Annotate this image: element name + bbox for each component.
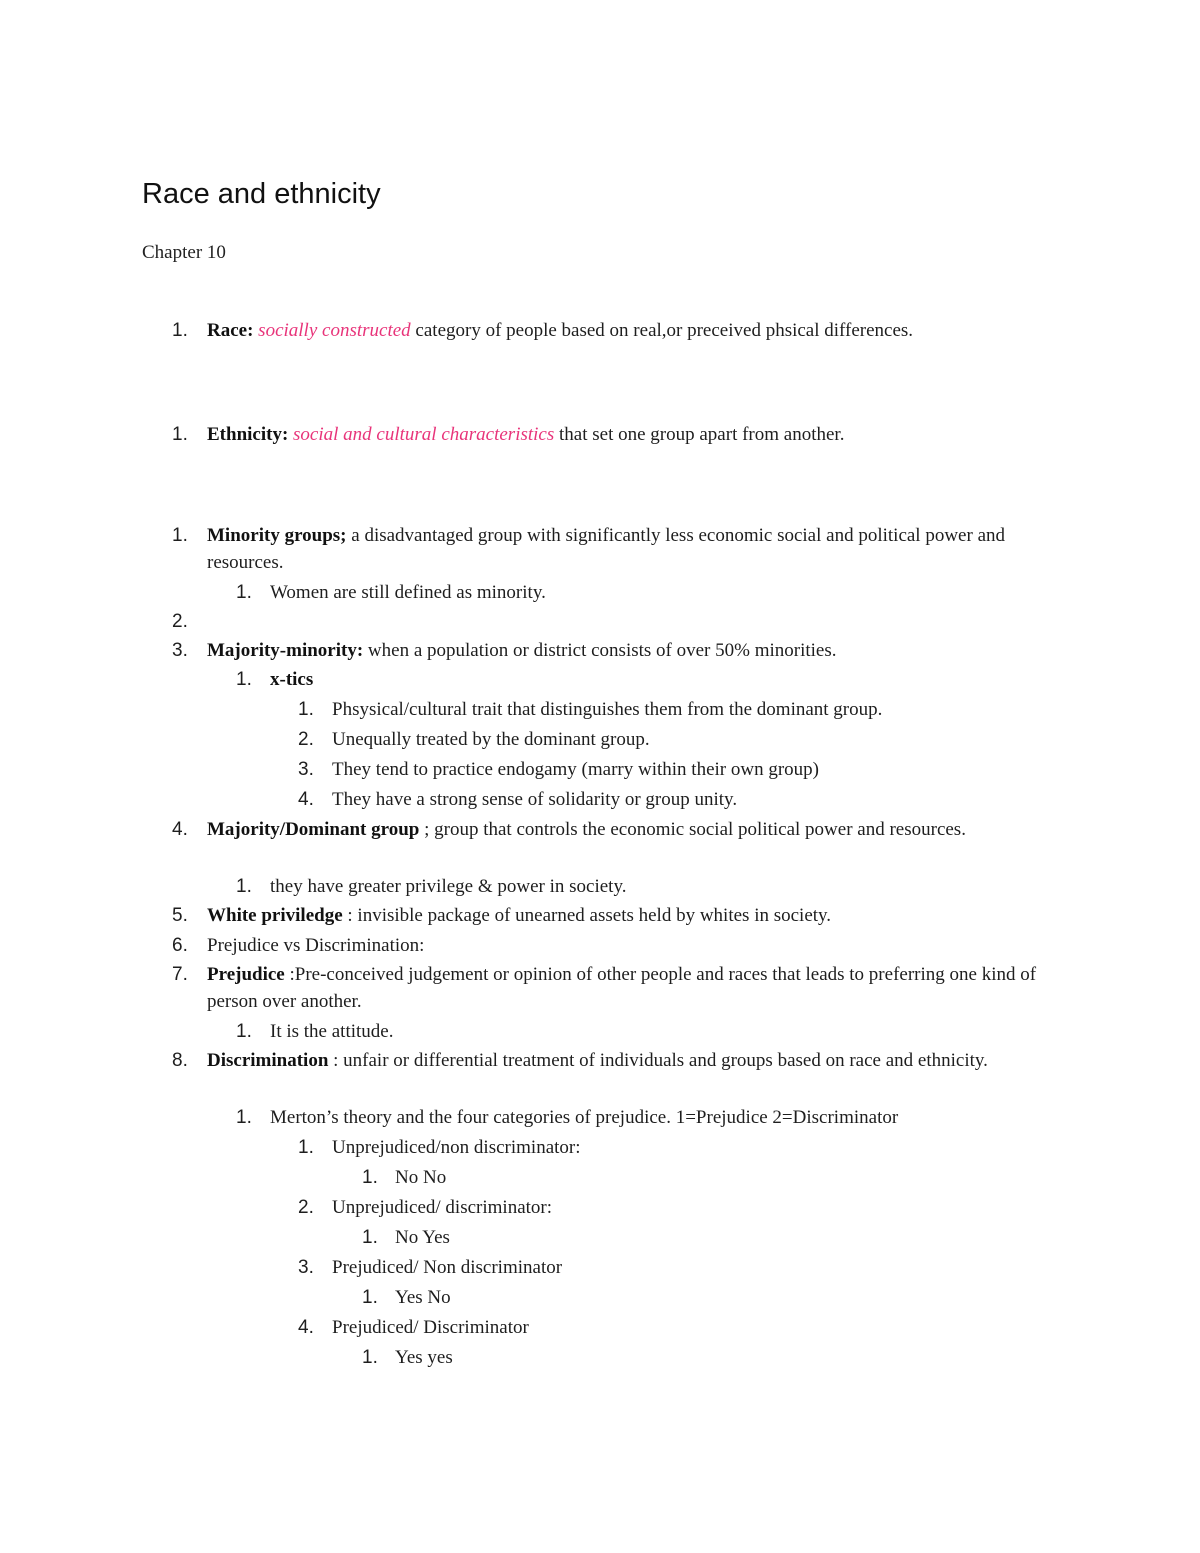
term-label: Ethnicity: [207, 424, 289, 445]
list-item [270, 666, 1062, 693]
item-text: Yes yes [395, 1347, 453, 1368]
list-number: 1. [362, 1227, 378, 1248]
item-text: Unprejudiced/non discriminator: [332, 1137, 581, 1158]
list-item [270, 1104, 1062, 1131]
list-number: 1. [236, 1021, 252, 1042]
item-text: :Pre-conceived judgement or opinion of other people and races that leads to preferring one kind of person over another. [207, 964, 1037, 1012]
list-item [332, 1134, 1062, 1161]
list-number: 1. [236, 669, 252, 690]
list-item [207, 816, 1062, 843]
item-text: Prejudiced/ Discriminator [332, 1317, 529, 1338]
term-label: White priviledge [207, 905, 343, 926]
list-number: 2. [298, 729, 314, 750]
item-text: ; group that controls the economic social political power and resources. [424, 819, 966, 840]
list-number: 1. [172, 525, 188, 546]
list-number: 6. [172, 935, 188, 956]
item-text: when a population or district consists of over 50% minorities. [367, 640, 837, 661]
chapter-label: Chapter 10 [142, 242, 226, 263]
list-item [332, 696, 1062, 723]
list-item [270, 873, 1062, 900]
list-item [332, 756, 1062, 783]
term-label: Race: [207, 320, 254, 341]
list-item [207, 637, 1062, 664]
item-text: they have greater privilege & power in society. [270, 876, 627, 897]
item-text: Unequally treated by the dominant group. [332, 729, 650, 750]
list-item [332, 786, 1062, 813]
list-item [207, 1047, 1062, 1074]
list-item [207, 932, 1062, 959]
list-number: 4. [172, 819, 188, 840]
list-item [270, 1018, 1062, 1045]
item-text: Merton’s theory and the four categories of prejudice. 1=Prejudice 2=Discriminator [270, 1107, 899, 1128]
list-number: 1. [362, 1347, 378, 1368]
list-number: 2. [172, 611, 188, 632]
item-text: Phsysical/cultural trait that distinguishes them from the dominant group. [332, 699, 883, 720]
item-text: Women are still defined as minority. [270, 582, 546, 603]
list-item [332, 1314, 1062, 1341]
item-text: Yes No [395, 1287, 451, 1308]
item-text: : unfair or differential treatment of individuals and groups based on race and ethnicity. [333, 1050, 988, 1071]
term-label: Majority/Dominant group [207, 819, 420, 840]
list-number: 1. [172, 424, 188, 445]
term-label: Minority groups; [207, 525, 347, 546]
list-number: 3. [298, 1257, 314, 1278]
term-label: Majority-minority: [207, 640, 364, 661]
list-number: 1. [236, 582, 252, 603]
list-item [395, 1164, 1062, 1191]
item-text: : invisible package of unearned assets held by whites in society. [347, 905, 832, 926]
item-text: It is the attitude. [270, 1021, 394, 1042]
list-number: 1. [236, 1107, 252, 1128]
list-item [207, 522, 1062, 576]
list-item [207, 902, 1062, 929]
item-text: They have a strong sense of solidarity or group unity. [332, 789, 738, 810]
list-number: 3. [298, 759, 314, 780]
list-item [207, 961, 1062, 1015]
list-number: 1. [362, 1167, 378, 1188]
item-text: Prejudiced/ Non discriminator [332, 1257, 563, 1278]
list-item [395, 1284, 1062, 1311]
item-text: a disadvantaged group with significantly less economic social and political power and resources. [207, 525, 1006, 573]
list-item [207, 317, 1062, 344]
list-item [395, 1224, 1062, 1251]
list-number: 8. [172, 1050, 188, 1071]
list-item [270, 579, 1062, 606]
term-label: Prejudice [207, 964, 285, 985]
term-label: Discrimination [207, 1050, 329, 1071]
list-item [395, 1344, 1062, 1371]
list-number: 1. [362, 1287, 378, 1308]
item-text: that set one group apart from another. [554, 424, 845, 445]
item-text: Prejudice vs Discrimination: [207, 935, 425, 956]
list-number: 1. [298, 1137, 314, 1158]
list-item [332, 1254, 1062, 1281]
list-number: 1. [172, 320, 188, 341]
list-item [332, 1194, 1062, 1221]
list-item [332, 726, 1062, 753]
list-number: 4. [298, 1317, 314, 1338]
item-text: category of people based on real,or preceived phsical differences. [410, 320, 914, 341]
list-number: 7. [172, 964, 188, 985]
document-title: Race and ethnicity [142, 178, 381, 210]
item-text: No Yes [395, 1227, 450, 1248]
item-text: No No [395, 1167, 447, 1188]
item-text: They tend to practice endogamy (marry within their own group) [332, 759, 819, 780]
list-number: 1. [298, 699, 314, 720]
list-number: 1. [236, 876, 252, 897]
list-number: 5. [172, 905, 188, 926]
highlighted-phrase: socially constructed [258, 320, 411, 341]
list-number: 2. [298, 1197, 314, 1218]
list-number: 3. [172, 640, 188, 661]
list-number: 4. [298, 789, 314, 810]
highlighted-phrase: social and cultural characteristics [293, 424, 555, 445]
item-text: Unprejudiced/ discriminator: [332, 1197, 553, 1218]
term-label: x-tics [270, 669, 314, 690]
list-item [207, 421, 1062, 448]
